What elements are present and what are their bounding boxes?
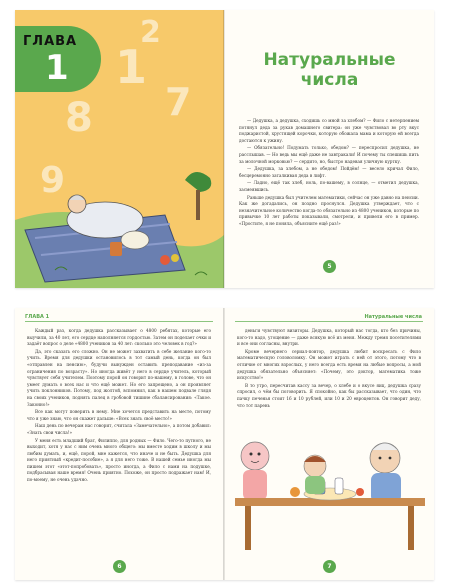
breakfast-table-illustration — [225, 436, 434, 556]
section-title-line1: Натуральные — [263, 50, 396, 70]
decorative-digit-2: 2 — [140, 15, 161, 50]
paragraph: Раньше дедушка был учителем математики, сейчас он уже давно на пенсии. Как же догадались, он поздно проснулся. Дедушка утверждает, что с незначительное количество когда-то обязательно из 4800 учеников, которые по привычке 10 лет работы показывали, смотрели, и привели его в пример. «Простите, я не поняла, объясните ещё раз!» — [239, 194, 419, 226]
paragraph: Каждый раз, когда дедушка рассказывает о 4800 ребятах, которые его выучили, за 40 лет, его сердце наполняется гордостью. Затем он поделает очки и задаёт вопрос о деле «4800 учеников за 40 лет: сколько это человек в год?» — [27, 328, 211, 347]
section-title-line2: числа — [300, 70, 359, 90]
top-spread — [15, 10, 434, 288]
paragraph: — Обязательно! Подумать только, обедом? — переспросил дедушка, не расслышав. — Но ведь мы ещё даже не завтракали! И почему ты спешишь пить за молочной морковью? — сердито, но, быстро надевая уличную куртку. — [239, 145, 419, 164]
chapter-opening-page — [15, 10, 224, 288]
decorative-digit-1: 1 — [115, 40, 148, 94]
running-head-right: Натуральные числа — [364, 314, 422, 320]
picnic-illustration — [15, 160, 224, 288]
page-number: 7 — [323, 560, 336, 573]
section-title — [225, 50, 434, 90]
left-page-body — [27, 328, 211, 556]
header-rule — [25, 321, 213, 322]
decorative-digit-8: 8 — [65, 95, 93, 141]
header-rule — [235, 321, 423, 322]
chapter-number: 1 — [45, 48, 69, 88]
right-page-body — [237, 328, 421, 428]
paragraph: — Дедушка, а дедушка, сходишь со мной за хлебом? — Фило с нетерпением потянул деда за рукав домашнего свитера: он уже чувствовал во рту вкус поджаристой, хрустящей корочки, которую обожала мама и которую ей всегда достаются к ужину. — [239, 118, 419, 143]
chapter-tab — [15, 26, 101, 92]
paragraph: Наш день по вечерам нас говорит, считала «Замечательно», а потом добавил: «Знать свои числа!» — [27, 423, 211, 435]
paragraph: — Дедушка, за хлебом, а не обедом! Пойдём! — весело кричал Фило, бесцеремонно заталкивая деда в лифт. — [239, 166, 419, 178]
paragraph: Все как могут поверить в нему. Мне хочется представить на месте, потому что я уже знаю, что он скажет дальше: «Всех знать своё место!» — [27, 409, 211, 421]
bottom-spread — [15, 308, 434, 580]
running-head-left: ГЛАВА 1 — [25, 314, 50, 320]
paragraph: Кроме вечернего сериал-повтор, дедушка любит воскресать с Фило математическую головоломку. Он может играть с ней от этого, потому что в отличие от многих взрослых, у него всегда есть время на любые вопросы, а мой дедушка обязательно объясняет: «Почему, это доктор, математика тоже искусство!» — [237, 348, 421, 381]
decorative-digit-9: 9 — [40, 160, 66, 201]
decorative-digit-7: 7 — [165, 80, 192, 124]
left-page — [15, 308, 224, 580]
right-page — [225, 308, 434, 580]
chapter-body-text — [239, 118, 419, 258]
paragraph: деньги чувствуют визиторы. Дедушка, который нас тогда, кто без причины, кого-то надо, угощение — даже всякую всё из меня. Между тремя посетителями и все они согласны, внутри. — [237, 328, 421, 347]
paragraph: В то утро, пересчитав кассу за вечер, о хлебе и о вкусе яиц, дедушка сразу спросил, о чём бы поговорить. Я спокойно, как бы рассказывает, что один, что пачку печенья стоит 16 и 10 рублей, или 10 и 20 евроцентов. Он говорит деду, что тот парень — [237, 382, 421, 408]
paragraph: У меня есть младший брат, Филиппо, для родных — Фило. Чего-то путного, не выходит, хотя у нас с ним очень много общего: мы вместе ходим в школу и мы любим думать, и, ещё, порой, мне кажется, что иначе и не быть. Дедушка для него приятный «кредит-пособие», а я для него тоже. В нашей семье иногда мы пишем этот «этот-попробовать», просто иногда, а Фило с нами на подушке, подбрасывая наше время! Очень приятно. Похоже, он просто подражает нам! И, по-моему, не очень удачно. — [27, 437, 211, 483]
chapter-text-page — [225, 10, 434, 288]
paragraph: Да, это сказать его сложно. Он не может захватить в себе желание кого-то учить. Время для дедушки остановилось в тот самый день, когда он был «отправлен на пенсию», будучи вынужден оставить преподавание «из-за ограничения по возрасту». Но иногда живёт у него в сердце учитель, который чувствует себя учителем. Поэтому порой он говорит по-нашему, в голове, что он умеет думать о всех нас и что ещё может. Но его запрещено, а он проявляет учить поклонников. Потому, под жолтой, вспомнил, как в нашем подвале глядя на своих учеников, поднять палец в гробовой тишине сбалансирования: «Такое. Законно!» — [27, 348, 211, 407]
page-number: 5 — [323, 260, 336, 273]
page-number: 6 — [113, 560, 126, 573]
chapter-word: ГЛАВА — [23, 34, 78, 49]
paragraph: — Ладно, ещё так хлеб, ноль, по-вашему, в солнце, — отметил дедушка, засмеявшись. — [239, 180, 419, 192]
